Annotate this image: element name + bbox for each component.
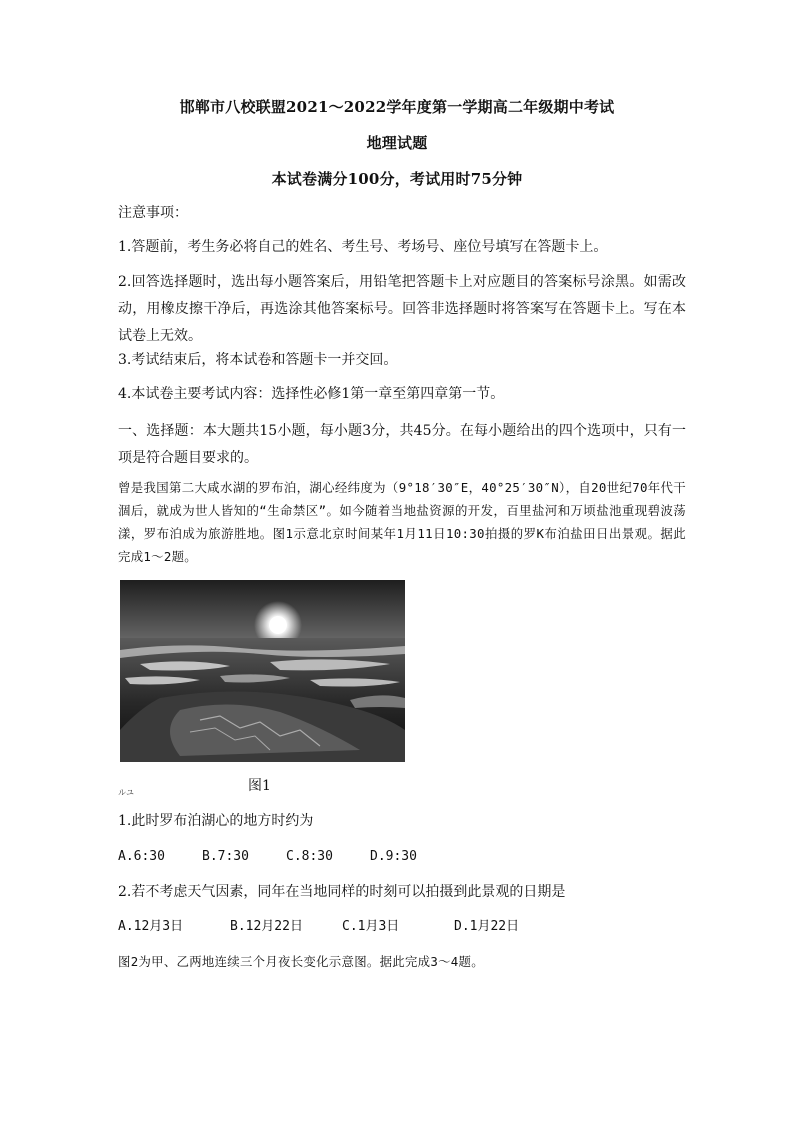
q1-option-a: A.6:30 [118,849,165,864]
q2-option-c: C.1月3日 [342,919,400,934]
question-1-stem: 1.此时罗布泊湖心的地方时约为 [118,813,314,829]
exam-info: 本试卷满分100分，考试用时75分钟 [271,170,523,188]
figure-1-label: 图1 [248,778,271,794]
question-2-stem: 2.若不考虑天气因素，同年在当地同样的时刻可以拍摄到此景观的日期是 [118,884,566,900]
q2-option-b: B.12月22日 [230,919,303,934]
subject-title: 地理试题 [366,134,428,152]
figure-1 [120,580,410,795]
note-item-1: 1.答题前，考生务必将自己的姓名、考生号、考场号、座位号填写在答题卡上。 [118,239,608,255]
scan-mark: ルユ [118,788,134,795]
q2-option-d: D.1月22日 [454,919,520,934]
exam-title: 邯郸市八校联盟2021～2022学年度第一学期高二年级期中考试 [179,98,615,116]
passage-1: 曾是我国第二大咸水湖的罗布泊，湖心经纬度为（9°18′30″E，40°25′30″N），自20世纪70年代干涸后，就成为世人皆知的“生命禁区”。如今随着当地盐资源的开发，百里盐河和万顷盐池重现碧波荡漾，罗布泊成为旅游胜地。图1示意北京时间某年1月11日10:30拍摄的罗K布泊盐田日出景观。据此完成1～2题。 [118,480,686,564]
note-item-2: 2.回答选择题时，选出每小题答案后，用铅笔把答题卡上对应题目的答案标号涂黑。如需改动，用橡皮擦干净后，再选涂其他答案标号。回答非选择题时将答案写在答题卡上。写在本试卷上无效。 [118,274,686,344]
note-item-3: 3.考试结束后，将本试卷和答题卡一并交回。 [118,352,398,368]
lop-nur-sunrise-photo [120,580,405,762]
q2-option-a: A.12月3日 [118,919,184,934]
q1-option-c: C.8:30 [286,849,333,864]
note-item-4: 4.本试卷主要考试内容：选择性必修1第一章至第四章第一节。 [118,386,505,402]
q1-option-b: B.7:30 [202,849,249,864]
section-intro: 一、选择题：本大题共15小题，每小题3分，共45分。在每小题给出的四个选项中，只有一项是符合题目要求的。 [118,423,686,466]
question-1-options [118,847,686,867]
passage-2: 图2为甲、乙两地连续三个月夜长变化示意图。据此完成3～4题。 [118,954,484,969]
q1-option-d: D.9:30 [370,849,417,864]
question-2-options [118,917,686,937]
notes-heading: 注意事项： [118,205,188,221]
